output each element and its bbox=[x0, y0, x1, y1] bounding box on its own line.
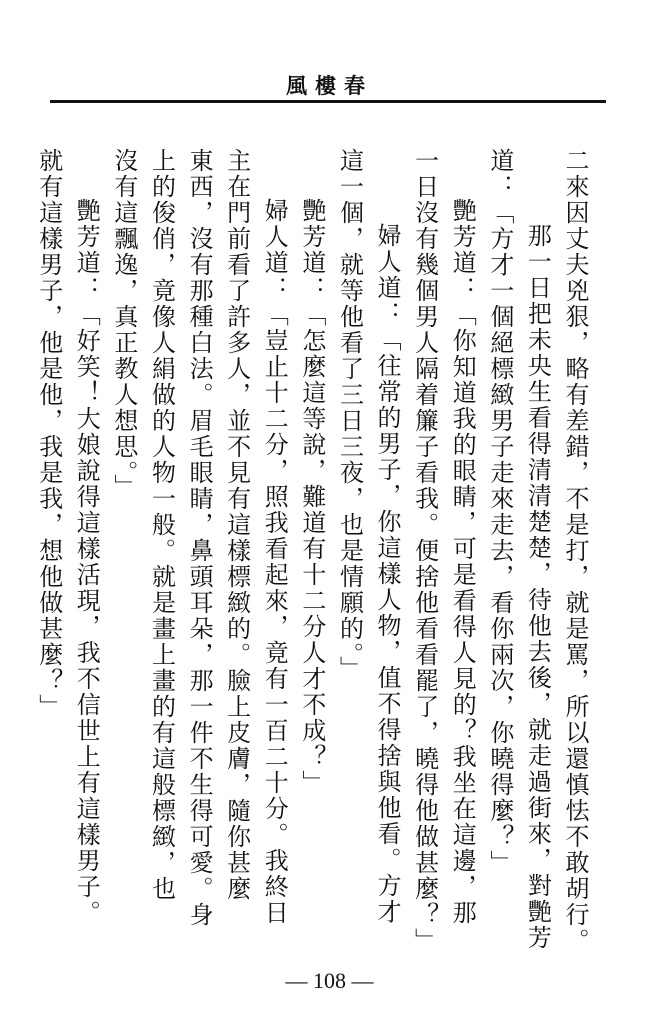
text-line: 這一個，就等他看了三日三夜，也是情願的。」 bbox=[335, 148, 364, 682]
text-line: 艷芳道：「怎麼這等說，難道有十二分人才不成？」 bbox=[297, 198, 326, 796]
running-head-title: 風樓春 bbox=[286, 73, 373, 98]
text-line: 道：「方才一個絕標緻男子走來走去，看你兩次，你曉得麼？」 bbox=[485, 148, 514, 876]
text-line: 主在門前看了許多人，並不見有這樣標緻的。臉上皮膚，隨你甚麼 bbox=[222, 148, 251, 902]
text-line: 上的俊俏，竟像人絹做的人物一般。就是畫上畫的有這般標緻，也 bbox=[147, 148, 176, 902]
text-line: 東西，沒有那種白法。眉毛眼睛，鼻頭耳朵，那一件不生得可愛。身 bbox=[185, 148, 214, 928]
text-line: 沒有這飄逸，真正教人想思。」 bbox=[109, 148, 138, 500]
text-line: 一日沒有幾個男人隔着簾子看我。便捨他看看罷了，曉得他做甚麼？」 bbox=[410, 148, 439, 954]
text-line: 艷芳道：「好笑！大娘說得這樣活現，我不信世上有這樣男子。 bbox=[72, 198, 101, 926]
text-line: 那一日把未央生看得清清楚楚，待他去後，就走過街來，對艷芳 bbox=[523, 223, 552, 951]
page-number: — 108 — bbox=[285, 968, 374, 993]
text-line: 艷芳道：「你知道我的眼睛，可是看得人見的？我坐在這邊，那 bbox=[448, 198, 477, 926]
text-line: 婦人道：「往常的男子，你這樣人物，值不得捨與他看。方才 bbox=[373, 223, 402, 925]
text-line: 就有這樣男子，他是他，我是我，想他做甚麼？」 bbox=[34, 148, 63, 720]
text-line: 二來因丈夫兇狠，略有差錯，不是打，就是罵，所以還慎怯不敢胡行。 bbox=[561, 148, 589, 954]
vertical-text-body bbox=[29, 148, 593, 954]
header-rule bbox=[50, 100, 606, 103]
text-line: 婦人道：「豈止十二分，照我看起來，竟有一百二十分。我終日 bbox=[260, 198, 289, 926]
